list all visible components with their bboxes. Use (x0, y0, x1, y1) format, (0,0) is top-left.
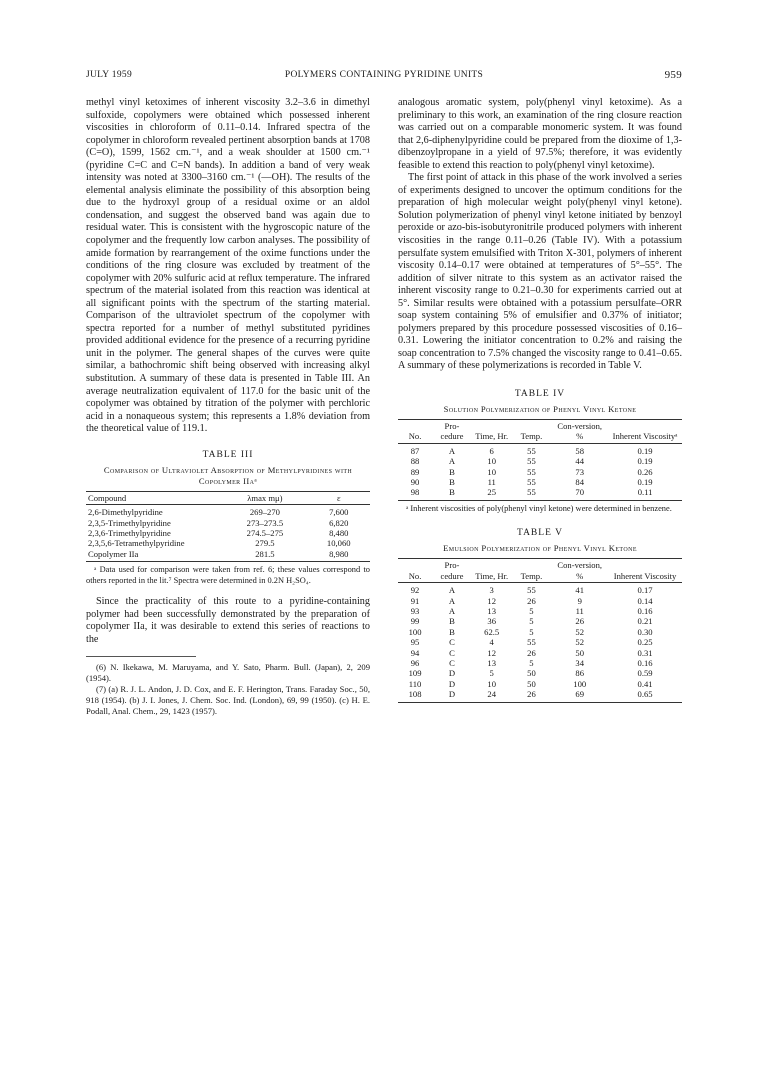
body-paragraph: Since the practicality of this route to a pyridine-containing polymer had been successfully demonstrated by the preparation of copolymer IIa, it was desirable to extend this series of reactions to the (86, 596, 370, 645)
column-header: Pro-cedure (432, 420, 472, 444)
table-row: 2,3,5,6-Tetramethylpyridine 279.5 10,060 (88, 538, 351, 549)
table-title: TABLE IV (514, 389, 566, 400)
reference-item: (7) (a) R. J. L. Andon, J. D. Cox, and E. F. Herington, Trans. Faraday Soc., 50, 918 (1954). (b) J. I. Jones, J. Chem. Soc. Ind. (London), 69, 99 (1950). (c) H. E. Podall, Anal. Chem., 29, 1423 (1957). (86, 683, 370, 716)
table-row: 92 A 3 55 41 0.17 (410, 585, 653, 596)
table-row: 98 B 25 55 70 0.11 (398, 487, 682, 500)
table-row: 108 D 24 26 69 0.65 (398, 689, 682, 702)
column-header: Temp. (512, 559, 552, 583)
table-row: 2,3,6-Trimethylpyridine 274.5–275 8,480 (88, 527, 349, 538)
table-row: 110 D 10 50 100 0.41 (408, 678, 653, 689)
column-header: Compound (86, 491, 222, 504)
column-header: Inherent Viscosity (608, 559, 682, 583)
footnote-rule (86, 656, 196, 657)
column-header: Time, Hr. (472, 559, 512, 583)
right-column (398, 97, 682, 703)
table-row: 109 D 5 50 86 0.59 (408, 668, 653, 679)
body-paragraph: The first point of attack in this phase of the work involved a series of experiments designed to uncover the optimum conditions for the preparation of high molecular weight poly(phenyl vinyl ketone). Solution polymerization of phenyl vinyl ketone initiated by benzoyl peroxide or azo-bis-isobutyronitrile produced polymers with inherent viscosities in the range 0.11–0.26 (Table IV). With a potassium persulfate system emulsified with Triton X-301, polymers of inherent viscosity 0.14–0.17 were obtained at temperatures of 5°–55°. The addition of silver nitrate to this system as an activator raised the inherent viscosity range to 0.21–0.30 for experiments carried out at 5°. Similar results were obtained with a potassium persulfate–ORR soap system containing 5% of emulsifier and 0.37% of initiator; polymers prepared by this procedure possessed viscosities of 0.16–0.31. Lowering the initiator concentration to 0.2% and raising the soap concentration to 7.5% changed the viscosity range to 0.41–0.65. A summary of these polymerizations is recorded in Table V. (398, 172, 682, 372)
column-header: No. (398, 559, 432, 583)
table-footnote: ᵃ Data used for comparison were taken from ref. 6; these values correspond to others reported in the lit.⁷ Spectra were determined in 0.2N H₂SO₄. (86, 565, 370, 585)
table-iv (398, 389, 682, 514)
table-caption: Emulsion Polymerization of Phenyl Vinyl Ketone (443, 543, 637, 554)
body-paragraph: analogous aromatic system, poly(phenyl vinyl ketoxime). As a preliminary to this work, an examination of the ring closure reaction was carried out on a comparable monomeric system. It was found that 2,6-diphenylpyridine could be prepared from the dioxime of 1,3-dibenzoylpropane in a yield of 97.5%; therefore, it was evidently feasible to extend this reaction to poly(phenyl vinyl ketoxime). (398, 97, 682, 171)
table-row: 94 C 12 26 50 0.31 (410, 647, 653, 658)
table-row: 93 A 13 5 11 0.16 (410, 606, 653, 616)
table-iii (86, 450, 370, 586)
table-title: TABLE V (517, 528, 563, 539)
data-table (86, 491, 370, 562)
table-row: 87 A 6 55 58 0.19 (410, 445, 653, 456)
table-row: 90 B 11 55 84 0.19 (410, 477, 653, 488)
table-row: 88 A 10 55 44 0.19 (410, 456, 653, 467)
running-title: POLYMERS CONTAINING PYRIDINE UNITS (284, 70, 484, 80)
column-header: Time, Hr. (472, 420, 512, 444)
table-row: 2,3,5-Trimethylpyridine 273–273.5 6,820 (88, 517, 349, 528)
reference-item: (6) N. Ikekawa, M. Maruyama, and Y. Sato, Pharm. Bull. (Japan), 2, 209 (1954). (86, 662, 370, 684)
left-column (86, 97, 370, 716)
column-header: Con-version, % (551, 559, 608, 583)
column-header: ε (308, 491, 371, 504)
table-row: Copolymer IIa 281.5 8,980 (86, 549, 370, 562)
column-header: Con-version, % (551, 420, 608, 444)
table-title: TABLE III (202, 449, 254, 460)
column-header: λmax mμ) (222, 491, 307, 504)
data-table (398, 558, 682, 702)
table-caption: Comparison of Ultraviolet Absorption of Methylpyridines with Copolymer IIaᵃ (103, 464, 353, 486)
page-number: 959 (664, 69, 682, 81)
table-row: 2,6-Dimethylpyridine 269–270 7,600 (88, 507, 349, 518)
body-paragraph: methyl vinyl ketoximes of inherent viscosity 3.2–3.6 in dimethyl sulfoxide, copolymers were obtained which possessed inherent viscosities in chloroform of 0.11–0.14. Infrared spectra of the copolymer in chloroform revealed pertinent absorption bands at 1708 (C=O), 1599, 1562 cm.⁻¹, and a weak shoulder at 1500 cm.⁻¹ (pyridine C=C and C=N bands). In addition a band of very weak intensity was noted at 3300–3160 cm.⁻¹ (—OH). The results of the elemental analysis eliminate the possibility of this absorption being due to the hydroxyl group of a residual oxime or an aldol condensation, and suggest the observed band was again due to residual water. This is consistent with the hygroscopic nature of the copolymer and the frequently low carbon analyses. The possibility of amide formation by rearrangement of the oxime functions under the conditions of the ring closure was excluded by treatment of the copolymer with 20% sulfuric acid at reflux temperature. The infrared spectrum of the material isolated from this reaction was identical at all significant points with the spectrum of the starting material. Comparison of the ultraviolet spectrum of the copolymer with spectra reported for a number of methyl substituted pyridines provided additional evidence for the presence of a recurring pyridine unit in the polymer. The general shapes of the curves were quite similar, a bathochromic shift being observed with increasing alkyl substitution. A summary of these data is presented in Table III. An average neutralization equivalent of 117.0 for the basic unit of the copolymer was obtained by titration of the polymer with perchloric acid in a nonaqueous system; this represents a 1.8% deviation from the theoretical value of 119.1. (86, 97, 370, 435)
data-table (398, 419, 682, 501)
column-header: No. (398, 420, 432, 444)
table-footnote: ᵃ Inherent viscosities of poly(phenyl vinyl ketone) were determined in benzene. (406, 503, 672, 513)
table-row: 91 A 12 26 9 0.14 (410, 595, 653, 606)
table-row: 96 C 13 5 34 0.16 (410, 658, 653, 669)
table-caption: Solution Polymerization of Phenyl Vinyl Ketone (443, 404, 637, 415)
column-header: Pro-cedure (432, 559, 472, 583)
table-v (398, 528, 682, 702)
table-row: 99 B 36 5 26 0.21 (410, 616, 653, 627)
issue-date: JULY 1959 (86, 70, 132, 80)
table-row: 95 C 4 55 52 0.25 (410, 637, 653, 648)
column-header: Inherent Viscosityᵃ (608, 420, 682, 444)
references (86, 656, 370, 716)
table-row: 100 B 62.5 5 52 0.30 (408, 626, 653, 637)
column-header: Temp. (512, 420, 552, 444)
running-head (86, 70, 682, 84)
table-row: 89 B 10 55 73 0.26 (410, 466, 653, 477)
